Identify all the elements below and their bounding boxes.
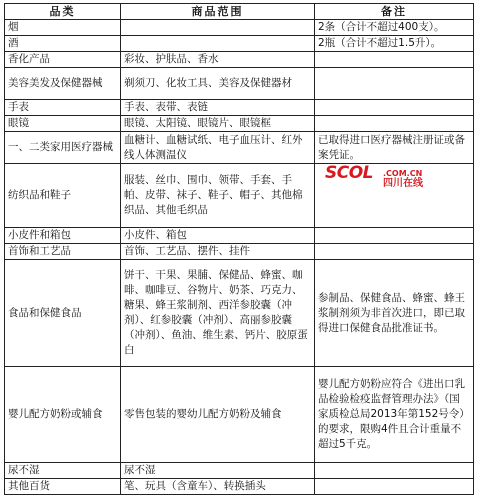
notes-cell: 2条（合计不超过400支）。 xyxy=(315,20,474,36)
table-row xyxy=(5,68,474,100)
notes-cell: 2瓶（合计不超过1.5升）。 xyxy=(315,36,474,52)
category-cell: 首饰和工艺品 xyxy=(5,244,121,260)
notes-cell: 已取得进口医疗器械注册证或备案凭证。 xyxy=(315,132,474,164)
category-cell: 眼镜 xyxy=(5,116,121,132)
notes-cell xyxy=(315,244,474,260)
table-row xyxy=(5,260,474,367)
scope-cell: 首饰、工艺品、摆件、挂件 xyxy=(121,244,315,260)
scope-cell: 血糖计、血糖试纸、电子血压计、红外线人体测温仪 xyxy=(121,132,315,164)
scope-cell: 手表、表带、表链 xyxy=(121,100,315,116)
table-row xyxy=(5,36,474,52)
notes-cell xyxy=(315,479,474,495)
watermark-brand: SCOL xyxy=(325,163,374,183)
scope-cell xyxy=(121,20,315,36)
scope-cell: 尿不湿 xyxy=(121,463,315,479)
table-row xyxy=(5,52,474,68)
watermark-domain: .COM.CN xyxy=(383,169,423,178)
category-cell: 美容美发及保健器械 xyxy=(5,68,121,100)
category-cell: 手表 xyxy=(5,100,121,116)
notes-cell xyxy=(315,164,474,228)
scope-cell: 饼干、干果、果脯、保健品、蜂蜜、咖啡、咖啡豆、谷物片、奶茶、巧克力、糖果、蜂王浆制剂、西洋参胶囊（冲剂）、红参胶囊（冲剂）、高丽参胶囊（冲剂）、鱼油、维生素、钙片、胶原蛋白 xyxy=(121,260,315,367)
category-cell: 尿不湿 xyxy=(5,463,121,479)
table-row xyxy=(5,244,474,260)
header-category: 品类 xyxy=(5,4,121,20)
notes-cell xyxy=(315,463,474,479)
category-cell: 婴儿配方奶粉或辅食 xyxy=(5,367,121,463)
table-row xyxy=(5,228,474,244)
table-row xyxy=(5,100,474,116)
header-scope: 商品范围 xyxy=(121,4,315,20)
category-cell: 烟 xyxy=(5,20,121,36)
table-header-row xyxy=(5,4,474,20)
scope-cell: 彩妆、护肤品、香水 xyxy=(121,52,315,68)
notes-cell xyxy=(315,68,474,100)
notes-cell xyxy=(315,228,474,244)
table-row xyxy=(5,367,474,463)
category-cell: 其他百货 xyxy=(5,479,121,495)
category-cell: 食品和保健食品 xyxy=(5,260,121,367)
scope-cell: 眼镜、太阳镜、眼镜片、眼镜框 xyxy=(121,116,315,132)
notes-cell xyxy=(315,100,474,116)
table-row xyxy=(5,164,474,228)
scope-cell: 零售包装的婴幼儿配方奶粉及辅食 xyxy=(121,367,315,463)
scope-cell: 小皮件、箱包 xyxy=(121,228,315,244)
scope-cell: 笔、玩具（含童车）、转换插头 xyxy=(121,479,315,495)
scope-cell: 服装、丝巾、围巾、领带、手套、手帕、皮带、袜子、鞋子、帽子、其他棉织品、其他毛织品 xyxy=(121,164,315,228)
notes-cell: 参制品、保健食品、蜂蜜、蜂王浆制剂须为非首次进口，即已取得进口保健食品批准证书。 xyxy=(315,260,474,367)
table-row xyxy=(5,463,474,479)
category-cell: 纺织品和鞋子 xyxy=(5,164,121,228)
notes-cell xyxy=(315,116,474,132)
category-cell: 小皮件和箱包 xyxy=(5,228,121,244)
scol-watermark-logo xyxy=(325,163,443,190)
notes-cell: 婴儿配方奶粉应符合《进出口乳品检验检疫监督管理办法》（国家质检总局2013年第152号令）的要求，限购4件且合计重量不超过5千克。 xyxy=(315,367,474,463)
category-cell: 香化产品 xyxy=(5,52,121,68)
table-row xyxy=(5,20,474,36)
scope-cell: 剃须刀、化妆工具、美容及保健器材 xyxy=(121,68,315,100)
purchase-category-table xyxy=(4,3,474,495)
notes-cell xyxy=(315,52,474,68)
category-cell: 酒 xyxy=(5,36,121,52)
table-row xyxy=(5,132,474,164)
header-notes: 备注 xyxy=(315,4,474,20)
table-row xyxy=(5,479,474,495)
category-cell: 一、二类家用医疗器械 xyxy=(5,132,121,164)
table-row xyxy=(5,116,474,132)
watermark-name: 四川在线 xyxy=(383,178,423,189)
scope-cell xyxy=(121,36,315,52)
